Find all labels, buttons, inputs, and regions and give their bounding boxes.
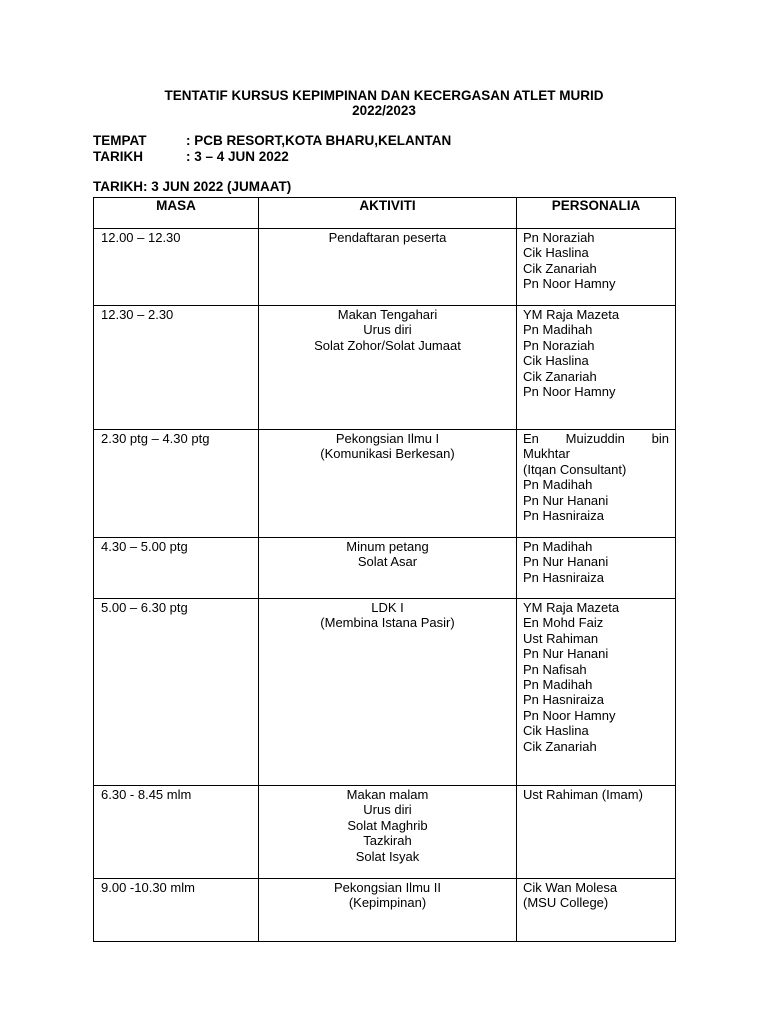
personnel-name: Pn Madihah	[523, 322, 593, 338]
personnel-name: En Mohd Faiz	[523, 615, 604, 631]
personnel-word: En	[523, 431, 539, 446]
personnel-name: Pn Madihah	[523, 539, 593, 554]
personnel-name: Pn Noraziah	[523, 230, 595, 245]
personnel-name: Cik Haslina	[523, 353, 589, 369]
table-row	[94, 538, 676, 599]
meta-tempat-value: : PCB RESORT,KOTA BHARU,KELANTAN	[186, 133, 452, 148]
activity-line: Urus diri	[363, 802, 412, 818]
personnel-word: bin	[651, 431, 669, 446]
cell-masa	[94, 879, 259, 942]
cell-personalia	[517, 786, 676, 879]
personnel-name: Pn Noor Hamny	[523, 384, 616, 400]
activity-line: Pekongsian Ilmu II	[334, 880, 441, 895]
cell-aktiviti	[259, 879, 517, 942]
date-heading: TARIKH: 3 JUN 2022 (JUMAAT)	[93, 179, 292, 194]
personnel-name: Cik Zanariah	[523, 260, 597, 276]
activity-line: Solat Zohor/Solat Jumaat	[314, 337, 461, 353]
table-row	[94, 786, 676, 879]
cell-aktiviti	[259, 786, 517, 879]
table-row	[94, 430, 676, 538]
meta-tarikh-label: TARIKH	[93, 149, 143, 164]
cell-aktiviti	[259, 430, 517, 538]
time-text: 2.30 ptg – 4.30 ptg	[101, 431, 210, 446]
cell-masa	[94, 786, 259, 879]
cell-masa	[94, 538, 259, 599]
personnel-name: Pn Noraziah	[523, 337, 595, 353]
document-title-year: 2022/2023	[352, 103, 416, 118]
time-text: 4.30 – 5.00 ptg	[101, 539, 188, 554]
activity-line: (Membina Istana Pasir)	[320, 615, 455, 631]
activity-line: Pekongsian Ilmu I	[335, 431, 440, 446]
cell-aktiviti	[259, 229, 517, 306]
personnel-word: Muizuddin	[565, 431, 625, 446]
personnel-name: Pn Nur Hanani	[523, 646, 609, 662]
personnel-name: Cik Zanariah	[523, 368, 597, 384]
cell-aktiviti	[259, 306, 517, 430]
activity-line: Makan Tengahari	[337, 307, 438, 322]
cell-personalia	[517, 599, 676, 786]
cell-masa	[94, 430, 259, 538]
cell-aktiviti	[259, 599, 517, 786]
activity-line: Solat Isyak	[355, 848, 420, 864]
time-text: 5.00 – 6.30 ptg	[101, 600, 188, 615]
cell-masa	[94, 599, 259, 786]
personnel-line-justified	[523, 430, 669, 446]
personnel-name: Cik Zanariah	[523, 738, 597, 754]
personnel-name: Pn Madihah	[523, 677, 593, 693]
activity-line: (Komunikasi Berkesan)	[320, 446, 455, 462]
personnel-name: Cik Wan Molesa	[523, 880, 618, 895]
personnel-name: Cik Haslina	[523, 245, 589, 261]
time-text: 6.30 - 8.45 mlm	[101, 787, 192, 802]
personnel-name: YM Raja Mazeta	[523, 307, 620, 322]
personnel-name: Pn Noor Hamny	[523, 276, 616, 292]
column-header-masa: MASA	[94, 198, 259, 229]
personnel-name: Pn Noor Hamny	[523, 707, 616, 723]
activity-line: Solat Asar	[357, 554, 418, 570]
activity-line: Tazkirah	[363, 833, 412, 849]
cell-personalia	[517, 430, 676, 538]
column-header-aktiviti: AKTIVITI	[259, 198, 517, 229]
activity-line: Urus diri	[363, 322, 412, 338]
cell-masa	[94, 229, 259, 306]
table-row	[94, 306, 676, 430]
cell-personalia	[517, 229, 676, 306]
activity-line: (Kepimpinan)	[348, 895, 427, 911]
meta-tempat-label: TEMPAT	[93, 133, 147, 148]
personnel-name: Mukhtar	[523, 446, 570, 462]
personnel-name: Cik Haslina	[523, 723, 589, 739]
cell-aktiviti	[259, 538, 517, 599]
personnel-name: Pn Nur Hanani	[523, 554, 609, 570]
column-header-personalia: PERSONALIA	[517, 198, 676, 229]
activity-line: Makan malam	[346, 787, 429, 802]
personnel-name: Pn Nur Hanani	[523, 492, 609, 508]
activity-line: Minum petang	[346, 539, 429, 554]
meta-tempat	[93, 133, 451, 149]
meta-tarikh	[93, 149, 289, 165]
table-row	[94, 229, 676, 306]
table-header-row	[94, 198, 676, 229]
cell-personalia	[517, 306, 676, 430]
cell-masa	[94, 306, 259, 430]
personnel-name: Pn Madihah	[523, 477, 593, 493]
time-text: 9.00 -10.30 mlm	[101, 880, 195, 895]
activity-line: Pendaftaran peserta	[328, 230, 447, 245]
personnel-name: Ust Rahiman	[523, 630, 599, 646]
schedule-table	[93, 197, 676, 942]
personnel-name: Pn Hasniraiza	[523, 508, 604, 524]
document-title: TENTATIF KURSUS KEPIMPINAN DAN KECERGASAN ATLET MURID	[164, 88, 604, 103]
personnel-name: Pn Hasniraiza	[523, 569, 604, 585]
personnel-name: Pn Nafisah	[523, 661, 587, 677]
personnel-name: Pn Hasniraiza	[523, 692, 604, 708]
personnel-name: Ust Rahiman (Imam)	[523, 787, 643, 802]
personnel-name: YM Raja Mazeta	[523, 600, 620, 615]
activity-line: LDK I	[371, 600, 404, 615]
cell-personalia	[517, 538, 676, 599]
time-text: 12.00 – 12.30	[101, 230, 181, 245]
table-row	[94, 599, 676, 786]
cell-personalia	[517, 879, 676, 942]
table-row	[94, 879, 676, 942]
personnel-name: (MSU College)	[523, 895, 609, 911]
personnel-name: (Itqan Consultant)	[523, 461, 627, 477]
time-text: 12.30 – 2.30	[101, 307, 174, 322]
meta-tarikh-value: : 3 – 4 JUN 2022	[186, 149, 289, 164]
activity-line: Solat Maghrib	[347, 817, 428, 833]
